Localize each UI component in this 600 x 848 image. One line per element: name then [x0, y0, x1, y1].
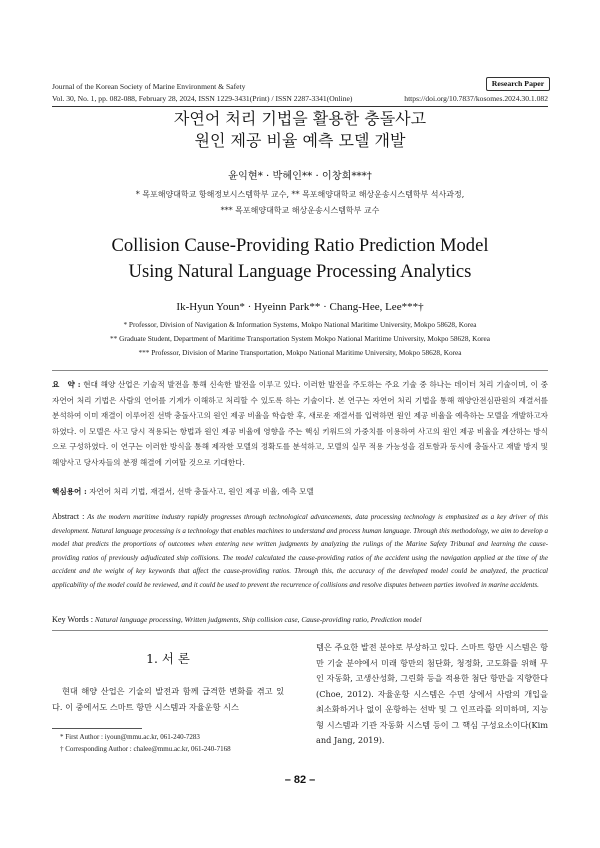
english-keywords-text: Natural language processing, Written judgments, Ship collision case, Cause-providing ratio, Prediction model: [94, 615, 422, 624]
korean-abstract-label: 요 약 :: [52, 380, 81, 389]
korean-abstract: [52, 377, 548, 471]
english-title-line2: Using Natural Language Processing Analytics: [128, 261, 472, 282]
volume-issn-line: Vol. 30, No. 1, pp. 082-088, February 28, 2024, ISSN 1229-3431(Print) / ISSN 2287-3341(Online): [52, 94, 353, 103]
english-affiliation-line2: ** Graduate Student, Department of Maritime Transportation System Mokpo National Maritime University, Mokpo 58628, Korea: [110, 334, 490, 343]
abstract-top-rule: [52, 370, 548, 371]
korean-abstract-text: 현대 해양 산업은 기술적 발전을 통해 신속한 발전을 이루고 있다. 이러한 발전을 주도하는 주요 기술 중 하나는 데이터 처리 기술이며, 이 중 자연어 처리 기법은 사람의 언어를 기계가 이해하고 처리할 수 있도록 하는 기술이다. 본 연구는 자연어 처리 기법을 통해 해양안전심판원의 재결서를 분석하여 이미 재결이 이루어진 선박 충돌사고의 원인 제공 비율을 학습한 후, 새로운 재결서를 입력하면 원인 제공 비율을 예측하는 모델을 개발하고자 하였다. 이 모델은 사고 당시 적용되는 항법과 원인 제공 비율에 영향을 주는 핵심 키워드의 가중치를 이용하여 사고의 원인 제공 비율을 계산하는 방식으로 구성하였다. 이 연구는 이러한 방식을 통해 제작한 모델의 정확도를 분석하고, 모델의 실무 적용 가능성을 검토함과 동시에 충돌사고 재발 방지 및 해양사고 당사자들의 분쟁 해결에 기여할 것으로 기대한다.: [52, 380, 549, 467]
intro-right-paragraph: 템은 주요한 발전 분야로 부상하고 있다. 스마트 항만 시스템은 항만 기술 분야에서 미래 항만의 첨단화, 청정화, 고도화를 위해 무인 자동화, 고생산성화, 그린화 등을 적용한 첨단 항만을 지향한다(Choe, 2012). 자율운항 시스템은 수면 상에서 사람의 개입을 최소화하거나 없이 운항하는 선박 및 그 인프라를 의미하며, 지능형 시스템과 기관 자동화 시스템 등이 그 핵심 구성요소이다(Kim and Jang, 2019).: [316, 642, 548, 745]
korean-title-line2: 원인 제공 비율 예측 모델 개발: [194, 131, 406, 150]
english-abstract-label: Abstract :: [52, 512, 85, 521]
korean-keywords-text: 자연어 처리 기법, 재결서, 선박 충돌사고, 원인 제공 비율, 예측 모델: [89, 487, 314, 496]
doi-link[interactable]: https://doi.org/10.7837/kosomes.2024.30.1.082: [404, 94, 548, 103]
english-abstract-text: As the modern maritime industry rapidly progresses through technological advancements, data processing technology is emphasized as a key driver of this development. Natural language processing is a technology that enables machines to understand and process human language. Through this methodology, we aim to develop a model that predicts the proportions of outcomes when entering new written judgments by analyzing the rulings of the Marine Safety Tribunal and learning the cause-providing ratios of previously adjudicated ship collisions. The model calculated the cause-providing ratios of the accident using the navigation applied at the time of the accident and the weight of key keywords that affect the cause-providing ratios. Through this, the accuracy of the developed model could be analyzed, the practical applicability of the model could be reviewed, and it could be used to prevent the recurrence of collisions and resolve disputes between parties involved in marine accidents.: [52, 513, 548, 589]
english-title-line1: Collision Cause-Providing Ratio Prediction Model: [111, 235, 489, 256]
korean-title-line1: 자연어 처리 기법을 활용한 충돌사고: [173, 109, 427, 128]
english-abstract: [52, 510, 548, 592]
english-keywords-label: Key Words :: [52, 615, 94, 624]
article-type-badge: Research Paper: [486, 77, 550, 91]
footnote-first-author: * First Author : iyoun@mmu.ac.kr, 061-240-7283: [60, 733, 200, 741]
korean-authors: 윤익현* · 박혜인** · 이창희***†: [228, 171, 372, 182]
english-authors: Ik-Hyun Youn* · Hyeinn Park** · Chang-Hee, Lee***†: [176, 301, 424, 313]
header-rule: [52, 106, 548, 107]
korean-keywords: [52, 486, 548, 498]
journal-name: Journal of the Korean Society of Marine Environment & Safety: [52, 82, 246, 91]
page-number: – 82 –: [284, 774, 316, 786]
english-affiliation-line3: *** Professor, Division of Marine Transportation, Mokpo National Maritime University, Mokpo 58628, Korea: [138, 348, 462, 357]
korean-affiliation-line2: *** 목포해양대학교 해상운송시스템학부 교수: [220, 206, 380, 215]
english-keywords: [52, 614, 548, 626]
section-heading-introduction: 1. 서 론: [146, 651, 190, 666]
english-affiliation-line1: * Professor, Division of Navigation & Information Systems, Mokpo National Maritime University, Mokpo 58628, Korea: [123, 320, 477, 329]
korean-keywords-label: 핵심용어 :: [52, 487, 87, 496]
footnote-corresponding-author: † Corresponding Author : chalee@mmu.ac.kr, 061-240-7168: [60, 745, 231, 753]
intro-left-paragraph: 현대 해양 산업은 기술의 발전과 함께 급격한 변화를 겪고 있다. 이 중에서도 스마트 항만 시스템과 자율운항 시스: [52, 686, 284, 712]
korean-affiliation-line1: * 목포해양대학교 항해정보시스템학부 교수, ** 목포해양대학교 해상운송시스템학부 석사과정,: [135, 190, 465, 199]
footnote-rule: [52, 728, 142, 729]
abstract-bottom-rule: [52, 630, 548, 631]
